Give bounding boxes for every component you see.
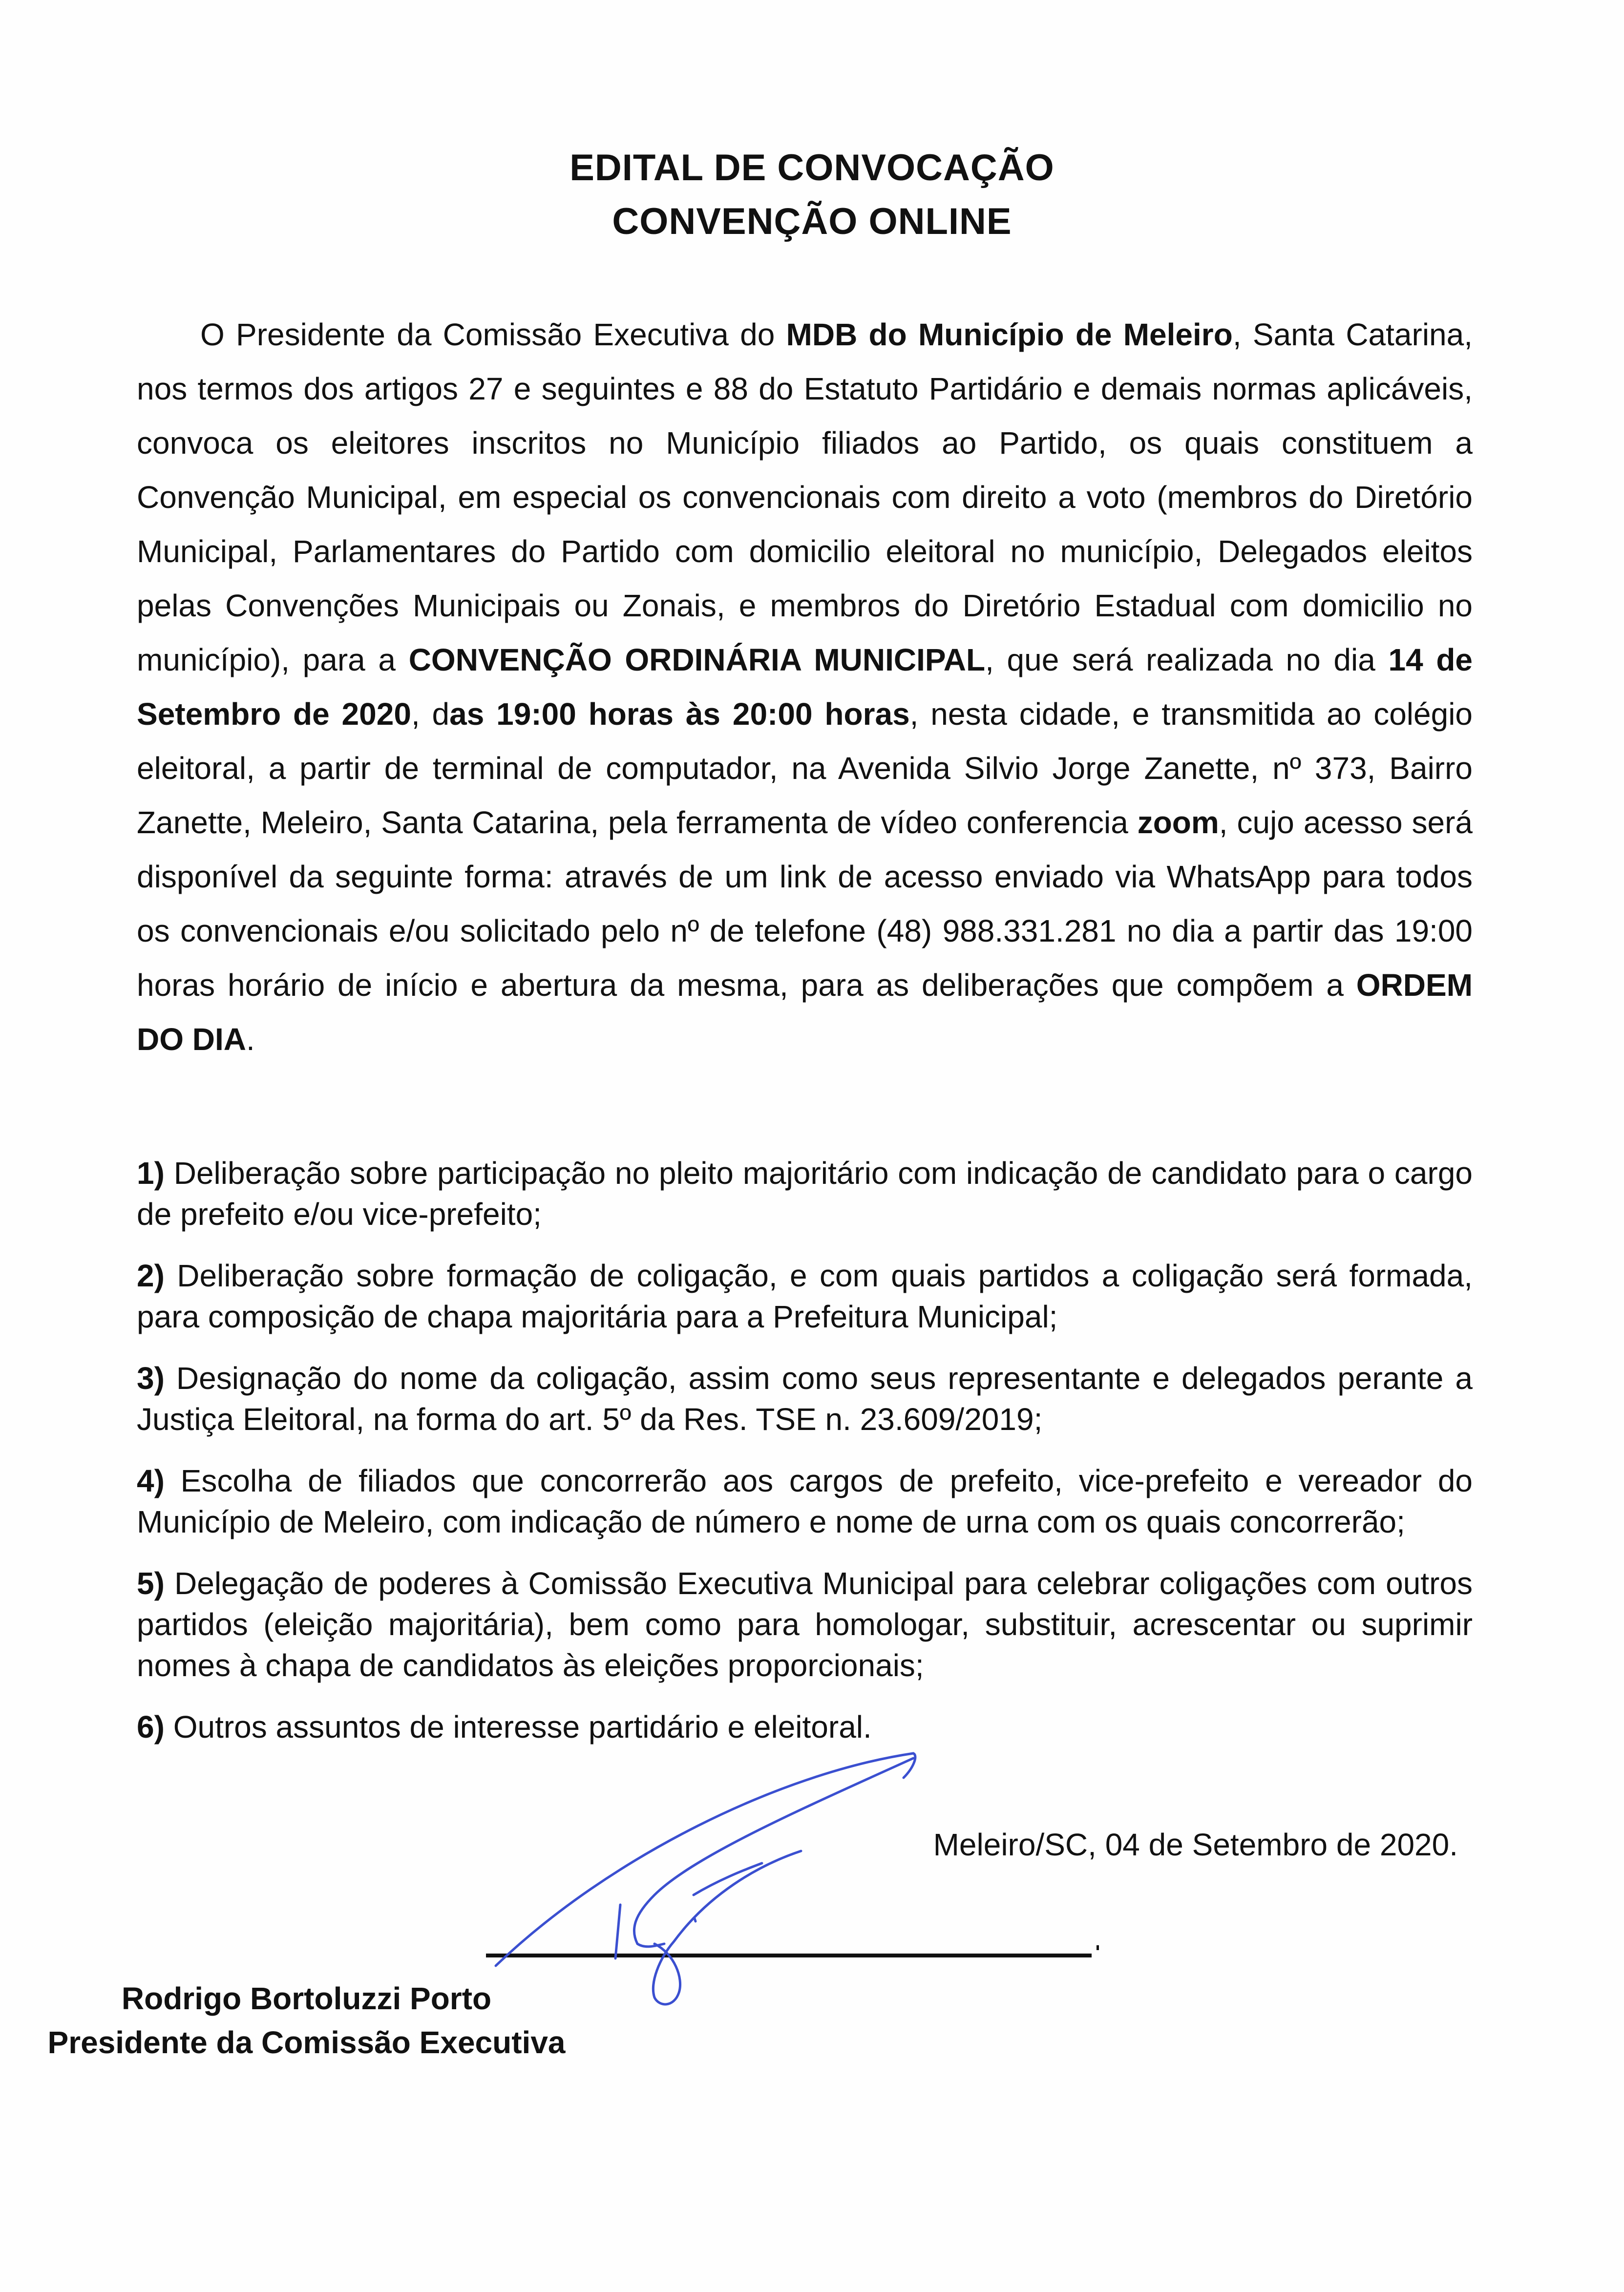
signer-role: Presidente da Comissão Executiva [47, 2025, 566, 2060]
title-line-2: CONVENÇÃO ONLINE [612, 201, 1012, 242]
agenda-item-number: 1) [137, 1156, 165, 1191]
signature-stroke [496, 1753, 915, 1966]
agenda-item-number: 5) [137, 1566, 165, 1601]
title-line-1: EDITAL DE CONVOCAÇÃO [569, 147, 1055, 189]
signature-stroke [634, 1758, 913, 1947]
agenda-item [137, 1563, 1473, 1686]
signature-stroke [695, 1918, 696, 1921]
signature-line [486, 1954, 1092, 1957]
signature-stroke [694, 1863, 762, 1895]
agenda-item-text: Deliberação sobre formação de coligação, e com quais partidos a coligação será formada, para composição de chapa majoritária para a Prefeitura Municipal; [137, 1258, 1473, 1334]
agenda-heading: ORDEM DO DIA [137, 967, 1473, 1057]
agenda-item [137, 1358, 1473, 1440]
text-run: O Presidente da Comissão Executiva do [200, 317, 786, 352]
text-run: . [246, 1022, 255, 1057]
agenda-item-text: Escolha de filiados que concorrerão aos cargos de prefeito, vice-prefeito e vereador do Município de Meleiro, com indicação de número e nome de urna com os quais concorrerão; [137, 1463, 1473, 1539]
party-municipality: MDB do Município de Meleiro [786, 317, 1233, 352]
agenda-item [137, 1706, 1473, 1747]
text-run: , d [411, 696, 450, 732]
agenda-item-number: 3) [137, 1361, 165, 1396]
agenda-item-number: 2) [137, 1258, 165, 1293]
signature-stroke [615, 1905, 620, 1958]
signature-strokes [496, 1753, 915, 2004]
agenda-list [137, 1153, 1473, 1768]
convention-name: CONVENÇÃO ORDINÁRIA MUNICIPAL [408, 642, 986, 677]
agenda-item-text: Delegação de poderes à Comissão Executiva Municipal para celebrar coligações com outros partidos (eleição majoritária), bem como para homologar, substituir, acrescentar ou suprimir nomes à chapa de candidatos às eleições proporcionais; [137, 1566, 1473, 1683]
agenda-item-number: 4) [137, 1463, 165, 1498]
signature-line-end-mark [1097, 1945, 1099, 1950]
signer-name: Rodrigo Bortoluzzi Porto [121, 1981, 492, 2016]
convention-date: 14 de Setembro de 2020 [137, 642, 1473, 732]
agenda-item-text: Deliberação sobre participação no pleito majoritário com indicação de candidato para o cargo de prefeito e/ou vice-prefeito; [137, 1156, 1473, 1232]
agenda-item-text: Outros assuntos de interesse partidário e eleitoral. [164, 1709, 872, 1745]
text-run: , Santa Catarina, nos termos dos artigos 27 e seguintes e 88 do Estatuto Partidário e demais normas aplicáveis, convoca os eleitores inscritos no Município filiados ao Partido, os quais constituem a Convenção Municipal, em especial os convencionais com direito a voto (membros do Diretório Municipal, Parlamentares do Partido com domicilio eleitoral no município, Delegados eleitos pelas Convenções Municipais ou Zonais, e membros do Diretório Estadual com domicilio no município), para a [137, 317, 1473, 677]
agenda-item [137, 1153, 1473, 1235]
agenda-item-number: 6) [137, 1709, 165, 1745]
agenda-item [137, 1460, 1473, 1542]
text-run: , que será realizada no dia [985, 642, 1389, 677]
convention-time: as 19:00 horas às 20:00 horas [449, 696, 910, 732]
convocation-paragraph [137, 308, 1473, 1067]
platform-name: zoom [1137, 805, 1219, 840]
text-run: , cujo acesso será disponível da seguinte forma: através de um link de acesso enviado via WhatsApp para todos os convencionais e/ou solicitado pelo nº de telefone (48) 988.331.281 no dia a partir das 19:00 horas horário de início e abertura da mesma, para as deliberações que compõem a [137, 805, 1473, 1003]
date-line: Meleiro/SC, 04 de Setembro de 2020. [933, 1827, 1458, 1862]
agenda-item [137, 1255, 1473, 1337]
text-run: , nesta cidade, e transmitida ao colégio eleitoral, a partir de terminal de computador, na Avenida Silvio Jorge Zanette, nº 373, Bairro Zanette, Meleiro, Santa Catarina, pela ferramenta de vídeo conferencia [137, 696, 1473, 840]
agenda-item-text: Designação do nome da coligação, assim como seus representante e delegados perante a Justiça Eleitoral, na forma do art. 5º da Res. TSE n. 23.609/2019; [137, 1361, 1473, 1437]
